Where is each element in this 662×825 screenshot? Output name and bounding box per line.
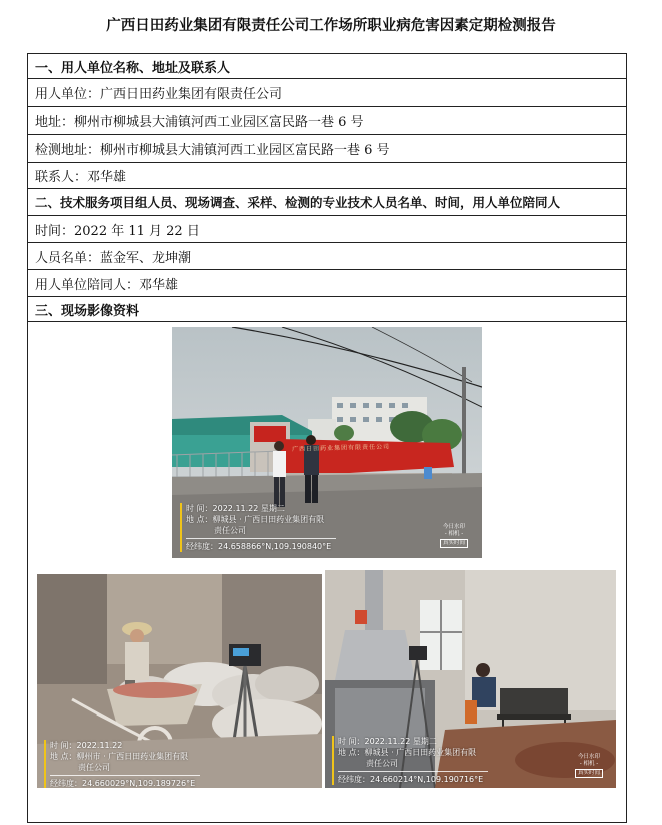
stamp-brand: 今日水印	[443, 524, 466, 530]
watermark-time: 时 间：2022.11.22	[50, 741, 123, 750]
watermark-coords: 经纬度：24.660029°N,109.189726°E	[50, 779, 196, 788]
watermark-coords: 经纬度：24.660214°N,109.190716°E	[338, 775, 484, 784]
watermark-time: 时 间：2022.11.22 星期二	[186, 504, 285, 513]
camera-stamp	[440, 524, 468, 548]
watermark-place: 地 点：柳城县 · 广西日田药业集团有限	[186, 515, 325, 524]
stamp-brand: 今日水印	[578, 754, 601, 760]
watermark-workshop	[44, 740, 200, 788]
watermark-place-cont: 责任公司	[214, 526, 246, 535]
section-2-header: 二、技术服务项目组人员、现场调查、采样、检测的专业技术人员名单、时间，用人单位陪同人	[28, 189, 626, 216]
section-3-header: 三、现场影像资料	[28, 297, 626, 322]
stamp-camera: - 相机 -	[579, 761, 599, 767]
test-address: 检测地址：柳州市柳城县大浦镇河西工业园区富民路一巷 6 号	[28, 135, 626, 163]
document-title: 广西日田药业集团有限责任公司工作场所职业病危害因素定期检测报告	[106, 18, 556, 34]
gate-sign-text: 广西日田药业集团有限责任公司	[291, 443, 391, 453]
site-photo-workshop	[37, 574, 322, 788]
watermark-coords: 经纬度：24.658866°N,109.190840°E	[186, 542, 332, 551]
staff-list: 人员名单：蓝金军、龙坤潮	[28, 243, 626, 270]
watermark-place: 地 点：柳城县 · 广西日田药业集团有限	[338, 748, 477, 757]
section-1-header: 一、用人单位名称、地址及联系人	[28, 54, 626, 79]
watermark-place: 地 点：柳州市 · 广西日田药业集团有限	[50, 752, 189, 761]
camera-stamp	[575, 754, 603, 778]
stamp-verified: 真实时间	[575, 769, 603, 778]
unit-name: 用人单位：广西日田药业集团有限责任公司	[28, 79, 626, 107]
stamp-verified: 真实时间	[440, 539, 468, 548]
unit-escort: 用人单位陪同人：邓华雄	[28, 270, 626, 297]
watermark-place-cont: 责任公司	[78, 763, 110, 772]
watermark-time: 时 间：2022.11.22 星期二	[338, 737, 437, 746]
watermark-machine-room	[332, 736, 488, 785]
stamp-camera: - 相机 -	[444, 531, 464, 537]
watermark-place-cont: 责任公司	[366, 759, 398, 768]
contact-person: 联系人：邓华雄	[28, 163, 626, 189]
site-photo-gate	[172, 327, 482, 558]
watermark-gate	[180, 503, 336, 552]
survey-time: 时间：2022 年 11 月 22 日	[28, 216, 626, 243]
unit-address: 地址：柳州市柳城县大浦镇河西工业园区富民路一巷 6 号	[28, 107, 626, 135]
site-photo-machine-room	[325, 570, 616, 788]
